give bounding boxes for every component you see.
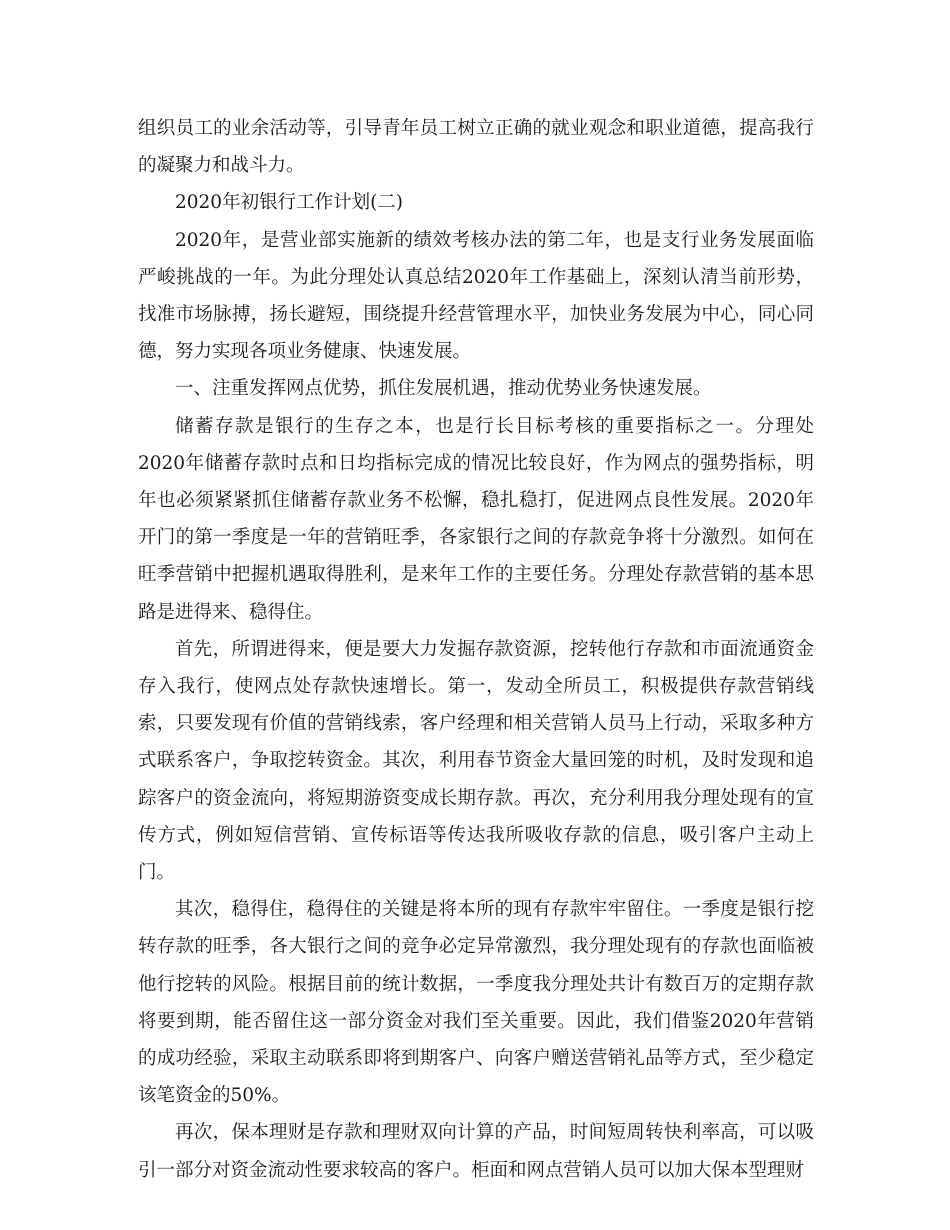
paragraph-savings: 储蓄存款是银行的生存之本，也是行长目标考核的重要指标之一。分理处2020年储蓄存款时点和日均指标完成的情况比较良好，作为网点的强势指标，明年也必须紧紧抓住储蓄存款业务不松懈，稳扎稳打，促进网点良性发展。2020年开门的第一季度是一年的营销旺季，各家银行之间的存款竞争将十分激烈。如何在旺季营销中把握机遇取得胜利，是来年工作的主要任务。分理处存款营销的基本思路是进得来、稳得住。 [138,415,814,623]
paragraph-second: 其次，稳得住，稳得住的关键是将本所的现有存款牢牢留住。一季度是银行挖转存款的旺季，各大银行之间的竞争必定异常激烈，我分理处现有的存款也面临被他行挖转的风险。根据目前的统计数据，一季度我分理处共计有数百万的定期存款将要到期，能否留住这一部分资金对我们至关重要。因此，我们借鉴2020年营销的成功经验，采取主动联系即将到期客户、向客户赠送营销礼品等方式，至少稳定该笔资金的50%。 [138,899,814,1107]
document-body [138,110,814,1189]
heading-one: 一、注重发挥网点优势，抓住发展机遇，推动优势业务快速发展。 [175,378,712,400]
paragraph-continued: 组织员工的业余活动等，引导青年员工树立正确的就业观念和职业道德，提高我行的凝聚力和战斗力。 [138,118,814,177]
paragraph-first: 首先，所谓进得来，便是要大力发掘存款资源，挖转他行存款和市面流通资金存入我行，使网点处存款快速增长。第一，发动全所员工，积极提供存款营销线索，只要发现有价值的营销线索，客户经理和相关营销人员马上行动，采取多种方式联系客户，争取挖转资金。其次，利用春节资金大量回笼的时机，及时发现和追踪客户的资金流向，将短期游资变成长期存款。再次，充分利用我分理处现有的宣传方式，例如短信营销、宣传标语等传达我所吸收存款的信息，吸引客户主动上门。 [138,638,814,884]
section-title: 2020年初银行工作计划(二) [175,192,404,214]
paragraph-third: 再次，保本理财是存款和理财双向计算的产品，时间短周转快利率高，可以吸引一部分对资金流动性要求较高的客户。柜面和网点营销人员可以加大保本型理财 [138,1122,814,1181]
paragraph-intro: 2020年，是营业部实施新的绩效考核办法的第二年，也是支行业务发展面临严峻挑战的一年。为此分理处认真总结2020年工作基础上，深刻认清当前形势，找准市场脉搏，扬长避短，围绕提升经营管理水平，加快业务发展为中心，同心同德，努力实现各项业务健康、快速发展。 [138,229,814,363]
